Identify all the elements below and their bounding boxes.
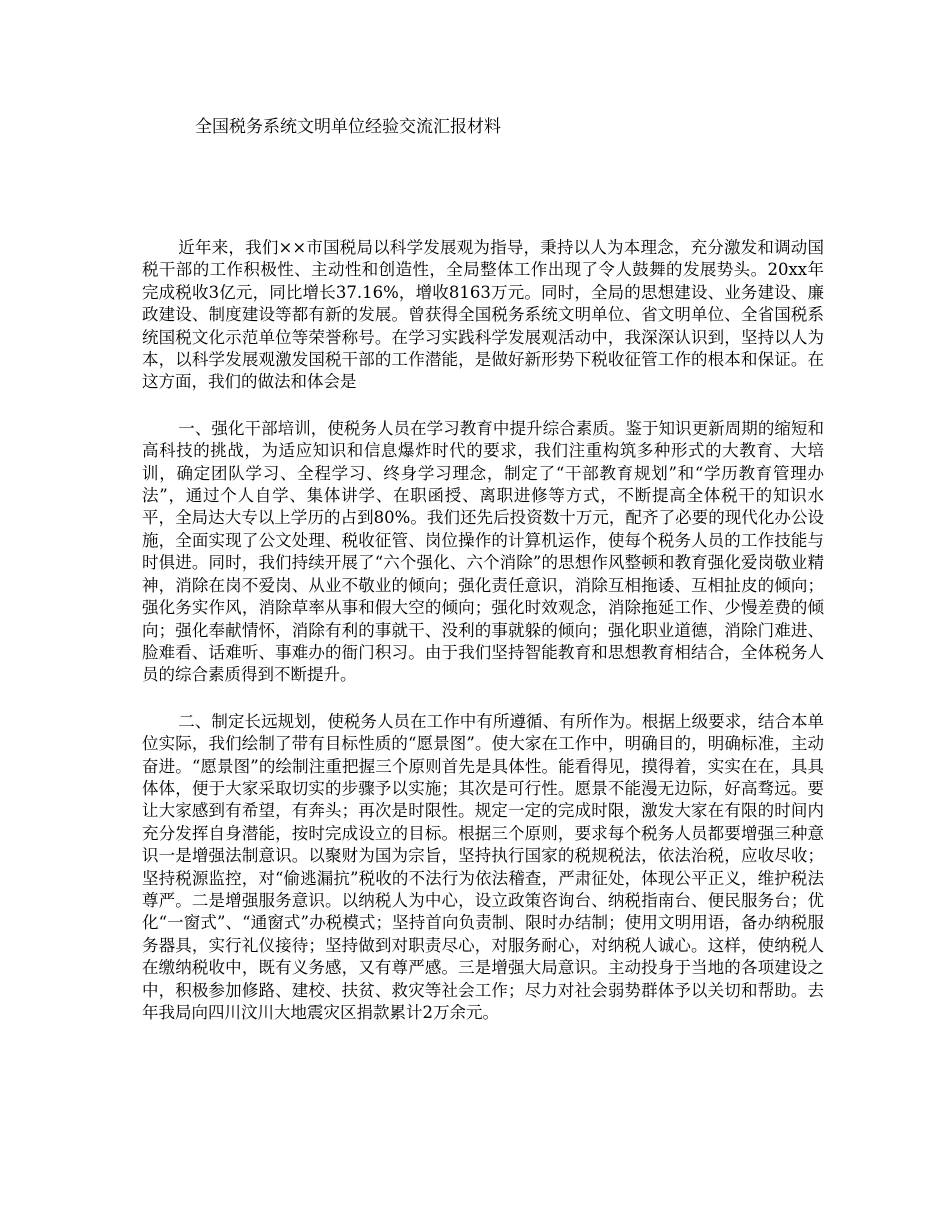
- paragraph-section-two: 二、制定长远规划，使税务人员在工作中有所遵循、有所作为。根据上级要求，结合本单位实际，我们绘制了带有目标性质的“愿景图”。使大家在工作中，明确目的，明确标准，主动奋进。“愿景图”的绘制注重把握三个原则首先是具体性。能看得见，摸得着，实实在在，具具体体，便于大家采取切实的步骤予以实施；其次是可行性。愿景不能漫无边际，好高骛远。要让大家感到有希望，有奔头；再次是时限性。规定一定的完成时限，激发大家在有限的时间内充分发挥自身潜能，按时完成设立的目标。根据三个原则，要求每个税务人员都要增强三种意识一是增强法制意识。以聚财为国为宗旨，坚持执行国家的税规税法，依法治税，应收尽收；坚持税源监控，对“偷逃漏抗”税收的不法行为依法稽查，严肃征处，体现公平正义，维护税法尊严。二是增强服务意识。以纳税人为中心，设立政策咨询台、纳税指南台、便民服务台；优化“一窗式”、“通窗式”办税模式；坚持首向负责制、限时办结制；使用文明用语，备办纳税服务器具，实行礼仪接待；坚持做到对职责尽心，对服务耐心，对纳税人诚心。这样，使纳税人在缴纳税收中，既有义务感，又有尊严感。三是增强大局意识。主动投身于当地的各项建设之中，积极参加修路、建校、扶贫、救灾等社会工作；尽力对社会弱势群体予以关切和帮助。去年我局向四川汶川大地震灾区捐款累计2万余元。: [142, 711, 824, 1022]
- paragraph-section-one: 一、强化干部培训，使税务人员在学习教育中提升综合素质。鉴于知识更新周期的缩短和高科技的挑战，为适应知识和信息爆炸时代的要求，我们注重构筑多种形式的大教育、大培训，确定团队学习、全程学习、终身学习理念，制定了“干部教育规划”和“学历教育管理办法”，通过个人自学、集体讲学、在职函授、离职进修等方式，不断提高全体税干的知识水平，全局达大专以上学历的占到80%。我们还先后投资数十万元，配齐了必要的现代化办公设施，全面实现了公文处理、税收征管、岗位操作的计算机运作，使每个税务人员的工作技能与时俱进。同时，我们持续开展了“六个强化、六个消除”的思想作风整顿和教育强化爱岗敬业精神，消除在岗不爱岗、从业不敬业的倾向；强化责任意识，消除互相拖诿、互相扯皮的倾向；强化务实作风，消除草率从事和假大空的倾向；强化时效观念，消除拖延工作、少慢差费的倾向；强化奉献情怀，消除有利的事就干、没利的事就躲的倾向；强化职业道德，消除门难进、脸难看、话难听、事难办的衙门积习。由于我们坚持智能教育和思想教育相结合，全体税务人员的综合素质得到不断提升。: [142, 418, 824, 685]
- document-body: [142, 237, 824, 1048]
- paragraph-intro: 近年来，我们××市国税局以科学发展观为指导，秉持以人为本理念，充分激发和调动国税干部的工作积极性、主动性和创造性，全局整体工作出现了令人鼓舞的发展势头。20xx年完成税收3亿元，同比增长37.16%，增收8163万元。同时，全局的思想建设、业务建设、廉政建设、制度建设等都有新的发展。曾获得全国税务系统文明单位、省文明单位、全省国税系统国税文化示范单位等荣誉称号。在学习实践科学发展观活动中，我深深认识到，坚持以人为本，以科学发展观激发国税干部的工作潜能，是做好新形势下税收征管工作的根本和保证。在这方面，我们的做法和体会是: [142, 238, 824, 392]
- document-title: 全国税务系统文明单位经验交流汇报材料: [195, 117, 501, 137]
